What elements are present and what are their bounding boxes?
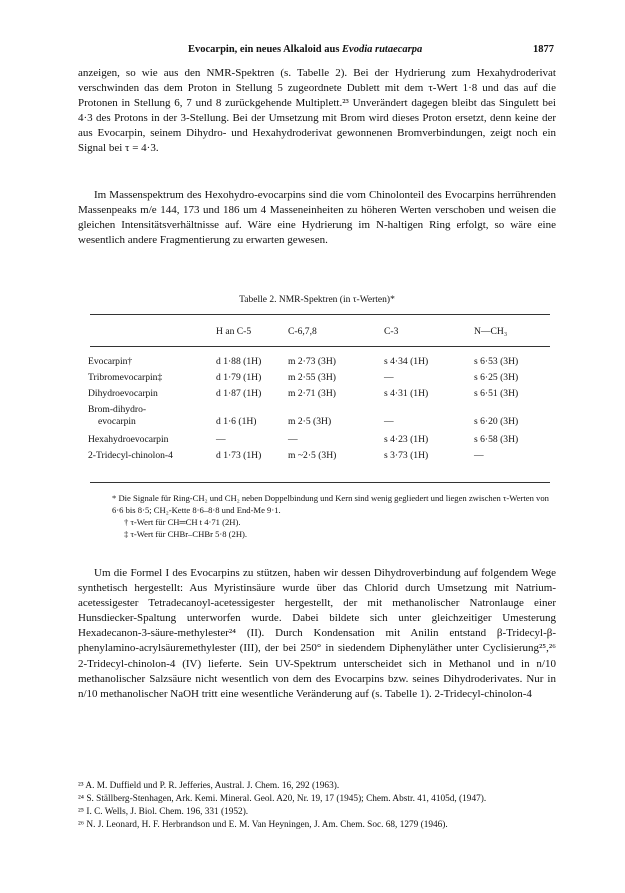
table-cell-nch3: —	[474, 450, 484, 461]
table-footnote-double-dagger: ‡ τ-Wert für CHBr–CHBr 5·8 (2H).	[124, 529, 248, 539]
reference-24: ²⁴ S. Ställberg-Stenhagen, Ark. Kemi. Mineral. Geol. A20, Nr. 19, 17 (1945); Chem. Abstr. 41, 4105d, (1947).	[78, 794, 487, 804]
table-row-label: Hexahydroevocarpin	[88, 434, 169, 445]
table-cell-nch3: s 6·53 (3H)	[474, 356, 519, 367]
table-cell-nch3: s 6·20 (3H)	[474, 416, 519, 427]
table-cell-h5: d 1·6 (1H)	[216, 416, 257, 427]
table-row-label-continued: evocarpin	[98, 416, 136, 427]
table-cell-h5: —	[216, 434, 226, 445]
table-cell-c3: s 4·31 (1H)	[384, 388, 429, 399]
table-cell-c678: m ~2·5 (3H)	[288, 450, 337, 461]
table-row-label: Evocarpin†	[88, 356, 133, 367]
table-cell-h5: d 1·79 (1H)	[216, 372, 262, 383]
running-title-main: Evocarpin, ein neues Alkaloid aus	[188, 44, 343, 55]
reference-26: ²⁶ N. J. Leonard, H. F. Herbrandson und E. M. Van Heyningen, J. Am. Chem. Soc. 68, 1279 (1946).	[78, 820, 448, 830]
table-cell-h5: d 1·73 (1H)	[216, 450, 262, 461]
nmr-table	[78, 312, 556, 510]
table-caption: Tabelle 2. NMR-Spektren (in τ-Werten)*	[239, 295, 395, 305]
running-title-species: Evodia rutaecarpa	[342, 44, 423, 55]
table-row-label: Brom-dihydro-	[88, 404, 147, 415]
table-cell-h5: d 1·88 (1H)	[216, 356, 262, 367]
table-cell-c678: m 2·55 (3H)	[288, 372, 336, 383]
reference-23: ²³ A. M. Duffield und P. R. Jefferies, Austral. J. Chem. 16, 292 (1963).	[78, 781, 340, 791]
table-cell-h5: d 1·87 (1H)	[216, 388, 262, 399]
table-cell-c3: s 4·23 (1H)	[384, 434, 429, 445]
table-footnote-star: * Die Signale für Ring-CH₂ und CH₂ neben Doppelbindung und Kern sind wenig gegliedert und liegen zwischen τ-Werten von 6·6 bis 8·5; CH₂-Kette 8·6–8·8 und End-Me 9·1.	[112, 493, 549, 515]
table-cell-c678: —	[288, 434, 298, 445]
table-cell-c3: s 4·34 (1H)	[384, 356, 429, 367]
page-number: 1877	[533, 44, 554, 55]
paragraph-synthesis: Um die Formel I des Evocarpins zu stützen, haben wir dessen Dihydroverbindung auf folgendem Wege synthetisch hergestellt: Aus Myristinsäure wurde über das Chlorid durch Umsetzung mit Natrium-acetessigester Tetradecanoyl-acetessigester hergestellt, der mit methanolischer Natronlauge einer Hunsdiecker-Spaltung unterworfen wurde. Dabei bildete sich unter gleichzeitiger Umesterung Hexadecanon-3-säure-methylester²⁴ (II). Durch Kondensation mit Anilin entstand β-Tridecyl-β-phenylamino-acrylsäuremethylester (III), der bei 250° in siedendem Diphenyläther unter Cyclisierung²⁵,²⁶ 2-Tridecyl-chinolon-4 (IV) lieferte. Sein UV-Spektrum unterscheidet sich in Methanol und in n/10 methanolischer Salzsäure nicht wesentlich von dem des Evocarpins bzw. seines Dihydroderivates. Nur in n/10 methanolischer NaOH tritt eine wesentliche Veränderung auf (s. Tabelle 1). 2-Tridecyl-chinolon-4	[78, 567, 556, 700]
table-cell-c678: m 2·5 (3H)	[288, 416, 332, 427]
table-cell-nch3: s 6·51 (3H)	[474, 388, 519, 399]
paragraph-nmr-discussion: anzeigen, so wie aus den NMR-Spektren (s. Tabelle 2). Bei der Hydrierung zum Hexahydroderivat verschwinden das dem Proton in Stellung 5 zugeordnete Dublett mit dem τ-Wert 1·8 und das auf die Protonen in Stellung 6, 7 und 8 zurückgehende Multiplett.²³ Unverändert dagegen bleibt das Singulett bei 4·3 des Protons in der 3-Stellung. Bei der Umsetzung mit Brom wird dieses Proton ersetzt, denn keine der aus Evocarpin, seinem Dihydro- und Hexahydroderivat gewonnenen Bromverbindungen, zeigt noch ein Signal bei τ = 4·3.	[78, 67, 556, 155]
table-footnotes	[112, 492, 552, 540]
table-row-label: Dihydroevocarpin	[88, 388, 158, 399]
table-column-header: C-6,7,8	[288, 326, 317, 337]
table-row-label: Tribromevocarpin‡	[88, 372, 163, 383]
running-title	[188, 44, 422, 55]
running-header	[78, 44, 554, 58]
reference-25: ²⁵ I. C. Wells, J. Biol. Chem. 196, 331 (1952).	[78, 807, 249, 817]
table-column-header: C-3	[384, 326, 399, 337]
table-cell-c3: —	[384, 416, 394, 427]
table-rule-bottom	[90, 482, 550, 483]
table-column-header: N—CH₃	[474, 326, 508, 337]
table-row-label: 2-Tridecyl-chinolon-4	[88, 450, 173, 461]
paragraph-mass-spectrum: Im Massenspektrum des Hexohydro-evocarpins sind die vom Chinolonteil des Evocarpins herrührenden Massenpeaks m/e 144, 173 und 186 um 4 Masseneinheiten zu höheren Werten verschoben und weisen die gleichen Intensitätsverhältnisse auf. Wäre eine Hydrierung im N-haltigen Ring erfolgt, so wäre eine wesentlich andere Fragmentierung zu erwarten gewesen.	[78, 189, 556, 247]
table-cell-c3: s 3·73 (1H)	[384, 450, 429, 461]
table-cell-nch3: s 6·25 (3H)	[474, 372, 519, 383]
table-cell-c678: m 2·71 (3H)	[288, 388, 336, 399]
reference-list	[78, 780, 556, 832]
table-cell-nch3: s 6·58 (3H)	[474, 434, 519, 445]
table-rule-top	[90, 314, 550, 315]
table-cell-c3: —	[384, 372, 394, 383]
table-cell-c678: m 2·73 (3H)	[288, 356, 336, 367]
table-footnote-dagger: † τ-Wert für CH═CH t 4·71 (2H).	[124, 517, 241, 527]
table-column-header: H an C-5	[216, 326, 252, 337]
table-rule-header	[90, 346, 550, 347]
